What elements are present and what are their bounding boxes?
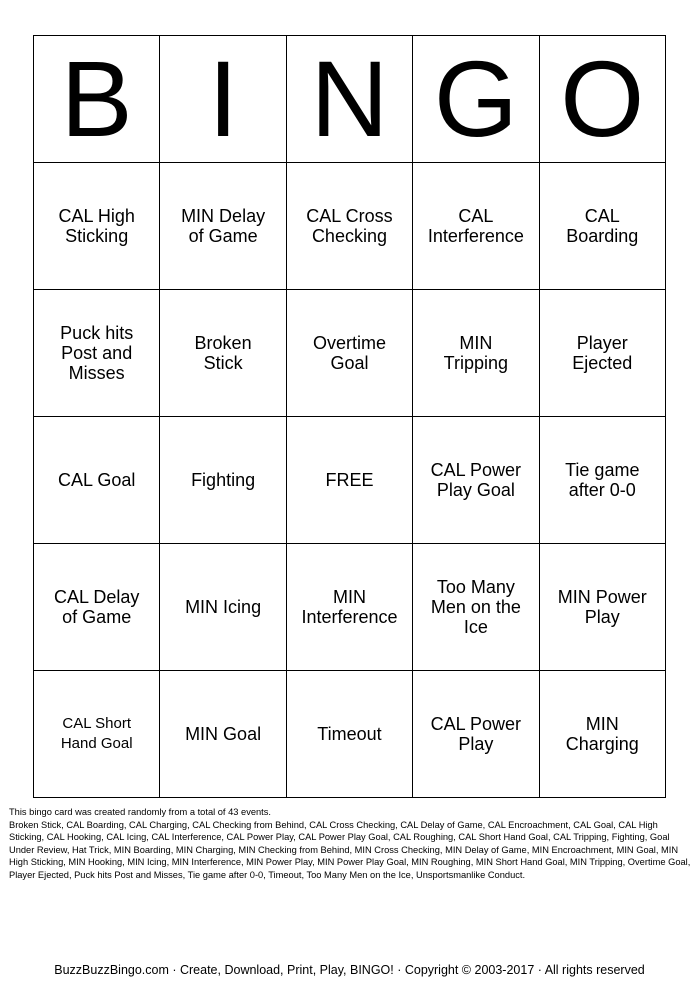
cell-text: Overtime Goal	[312, 333, 386, 373]
event-list: Broken Stick, CAL Boarding, CAL Charging, CAL Checking from Behind, CAL Cross Checking, CAL Delay of Game, CAL Encroachment, CAL Goal, CAL High Sticking, CAL Hooking, CAL Icing, CAL Interference, CAL Power Play, CAL Power Play Goal, CAL Roughing, CAL Short Hand Goal, CAL Tripping, Fighting, Goal Under Review, Hat Trick, MIN Boarding, MIN Charging, MIN Checking from Behind, MIN Cross Checking, MIN Delay of Game, MIN Encroachment, MIN Goal, MIN High Sticking, MIN Hooking, MIN Icing, MIN Interference, MIN Power Play, MIN Power Play Goal, MIN Roughing, MIN Short Hand Goal, MIN Tripping, Overtime Goal, Player Ejected, Puck hits Post and Misses, Tie game after 0-0, Timeout, Too Many Men on the Ice, Unsportsmanlike Conduct.	[9, 819, 691, 880]
page-footer: BuzzBuzzBingo.com · Create, Download, Print, Play, BINGO! · Copyright © 2003-2017 · All rights reserved	[54, 963, 645, 977]
event-info	[9, 806, 691, 881]
bingo-cell	[413, 163, 539, 290]
cell-text: Puck hits Post and Misses	[60, 323, 134, 383]
bingo-cell	[34, 290, 160, 417]
bingo-cell	[160, 417, 286, 544]
cell-text: MIN Delay of Game	[181, 206, 266, 246]
bingo-cell	[413, 671, 539, 798]
header-letter-n: N	[286, 36, 412, 163]
cell-text: Fighting	[191, 470, 256, 490]
header-letter-g: G	[413, 36, 539, 163]
bingo-cell	[34, 417, 160, 544]
bingo-row-4	[34, 544, 666, 671]
cell-text: CAL Power Play Goal	[430, 460, 522, 500]
bingo-card	[33, 35, 666, 798]
bingo-cell	[539, 544, 665, 671]
bingo-cell	[286, 163, 412, 290]
bingo-cell	[160, 671, 286, 798]
bingo-cell	[286, 671, 412, 798]
bingo-cell	[539, 671, 665, 798]
cell-text: CAL Short Hand Goal	[60, 715, 133, 752]
bingo-header-row	[34, 36, 666, 163]
cell-text: Timeout	[317, 724, 382, 744]
cell-text: CAL Delay of Game	[54, 587, 140, 627]
cell-text: Broken Stick	[194, 333, 252, 373]
bingo-cell	[413, 417, 539, 544]
bingo-row-1	[34, 163, 666, 290]
free-cell-text: FREE	[325, 470, 374, 490]
bingo-row-2	[34, 290, 666, 417]
bingo-cell	[286, 544, 412, 671]
cell-text: CAL Power Play	[430, 714, 522, 754]
bingo-cell	[539, 290, 665, 417]
bingo-cell	[34, 671, 160, 798]
free-cell	[286, 417, 412, 544]
bingo-cell	[539, 417, 665, 544]
cell-text: CAL Boarding	[566, 206, 639, 246]
cell-text: CAL Cross Checking	[306, 206, 393, 246]
header-letter-i: I	[160, 36, 286, 163]
bingo-row-3	[34, 417, 666, 544]
bingo-cell	[286, 290, 412, 417]
header-letter-b: B	[34, 36, 160, 163]
bingo-cell	[413, 544, 539, 671]
bingo-cell	[34, 163, 160, 290]
cell-text: MIN Charging	[565, 714, 639, 754]
cell-text: CAL Goal	[58, 470, 136, 490]
bingo-row-5	[34, 671, 666, 798]
cell-text: Tie game after 0-0	[565, 460, 640, 500]
cell-text: Too Many Men on the Ice	[430, 577, 521, 637]
cell-text: MIN Power Play	[557, 587, 647, 627]
header-letter-o: O	[539, 36, 665, 163]
event-summary: This bingo card was created randomly from a total of 43 events.	[9, 807, 271, 817]
cell-text: MIN Icing	[185, 597, 262, 617]
cell-text: Player Ejected	[572, 333, 633, 373]
bingo-cell	[34, 544, 160, 671]
cell-text: MIN Goal	[185, 724, 262, 744]
cell-text: CAL High Sticking	[58, 206, 135, 246]
bingo-cell	[413, 290, 539, 417]
cell-text: MIN Tripping	[443, 333, 509, 373]
cell-text: CAL Interference	[427, 206, 524, 246]
bingo-cell	[160, 290, 286, 417]
bingo-cell	[160, 544, 286, 671]
bingo-cell	[539, 163, 665, 290]
cell-text: MIN Interference	[301, 587, 398, 627]
bingo-cell	[160, 163, 286, 290]
